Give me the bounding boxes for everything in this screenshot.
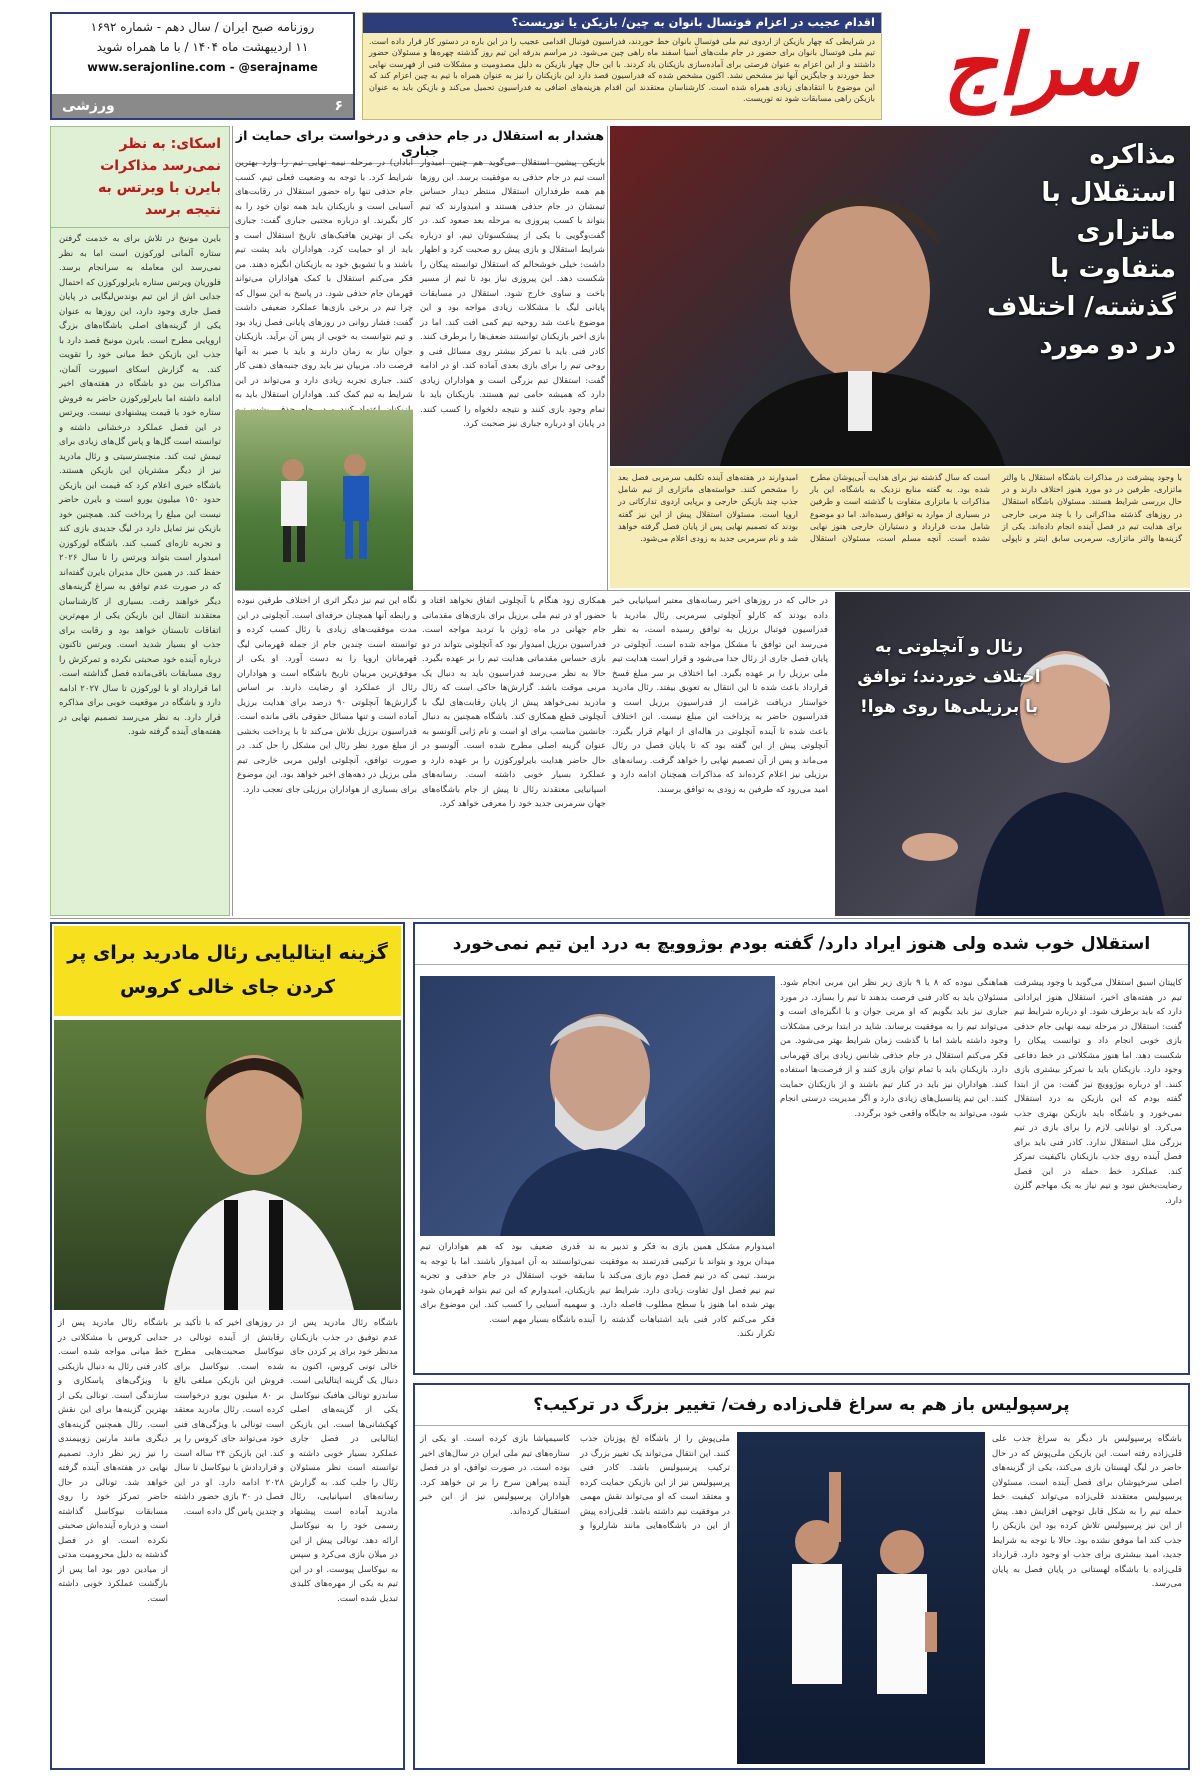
masthead-logo <box>890 10 1190 118</box>
persepolis-col2: ملی‌پوش را از باشگاه لخ پوزنان جذب کنند. این انتقال می‌تواند یک تغییر بزرگ در ترکیب پرسپولیس باشد. کادر فنی پرسپولیس نیز از این بازیکن حمایت کرده و معتقد است که او می‌تواند نقش مهمی در موفقیت تیم داشته باشد. قلی‌زاده پیش از این در باشگاه‌هایی مانند شارلروا و کاسیمپاشا بازی کرده است. او یکی از ستاره‌های تیم ملی ایران در سال‌های اخیر بوده است. در صورت توافق، او در فصل آینده پیراهن سرخ را بر تن خواهد کرد. هواداران پرسپولیس نیز از این خبر استقبال کرده‌اند. <box>420 1434 730 1531</box>
esteghlal-col3: امیدوارم مشکل همین بازی به فکر و تدبیر به میدان برود و بتواند با ترکیبی قدرتمند به موفقیت برسد. تیمی که در نیم فصل دوم بازی می‌کند با تیم نیم فصل اول تفاوت زیادی دارد. شرایط تیم بهتر شده اما هنوز با سطح مطلوب فاصله دارد. فکر می‌کنم کادر فنی باید اشتباهات گذشته را تکرار نکند. <box>600 1242 775 1339</box>
players-celebrating-icon <box>737 1432 985 1764</box>
tonali-figure-icon <box>54 1020 401 1310</box>
date-line: ۱۱ اردیبهشت ماه ۱۴۰۴ / با ما همراه شوید <box>96 40 309 54</box>
warning-photo <box>235 410 413 590</box>
tonali-col1: باشگاه رئال مادرید پس از عدم توفیق در جذب بازیکنان مدنظر خود برای پر کردن جای خالی تونی کروس، اکنون به دنبال یک گزینه ایتالیایی است. ساندرو تونالی هافبک نیوکاسل یکی از گزینه‌های اصلی کهکشانی‌ها است. این بازیکن ایتالیایی در فصل جاری عملکرد بسیار خوبی داشته و توانسته است نظر مسئولان رئال را جلب کند. به گزارش رسانه‌های اسپانیایی، رئال مادرید آماده است پیشنهاد رسمی خود را به نیوکاسل ارائه دهد. تونالی پیش از این در میلان بازی می‌کرد و سپس به نیوکاسل پیوست. او در این تیم به یکی از مهره‌های کلیدی تبدیل شده است. <box>290 1318 398 1604</box>
tonali-col2: در روزهای اخیر که با تأکید بر رقابتش از آینده تونالی در نیوکاسل صحبت‌هایی مطرح شده است. نیوکاسل برای فروش این بازیکن مبلغی بالغ بر ۸۰ میلیون یورو درخواست کرده است. رئال مادرید معتقد است تونالی با ویژگی‌های فنی خود می‌تواند جای کروس را پر کند. این بازیکن ۲۴ ساله است و قراردادش با نیوکاسل تا سال ۲۰۲۸ ادامه دارد. او در این فصل در ۳۰ بازی حضور داشته و چندین پاس گل داده است. <box>174 1318 285 1517</box>
publication-line: روزنامه صبح ایران / سال دهم - شماره ۱۶۹۲ <box>90 20 315 34</box>
lead-title: مذاکره استقلال با ماتزاری متفاوت با گذشته/ اختلاف در دو مورد <box>987 140 1176 360</box>
tonali-photo <box>54 1020 401 1310</box>
divider-vertical <box>607 126 608 591</box>
tonali-title: گزینه ایتالیایی رئال مادرید برای پر کردن جای خالی کروس <box>54 926 401 1016</box>
page-number: ۶ <box>334 98 343 114</box>
lead-photo <box>610 126 1190 466</box>
logo-text: سراج <box>942 14 1138 114</box>
coach-figure-icon <box>420 976 775 1236</box>
esteghlal-title: استقلال خوب شده ولی هنوز ایراد دارد/ گفته بودم بوژوویچ به درد این تیم نمی‌خورد <box>415 924 1188 965</box>
sky-story-box <box>50 126 230 916</box>
esteghlal-col2: هماهنگی نبوده که ۸ یا ۹ بازی زیر نظر این مربی انجام شود. مسئولان باید به کادر فنی فرصت بدهند تا تیم را بسازد. در مورد جباری نیز باید بگویم که او مربی جوان و با انگیزه‌ای است و می‌تواند تیم را به موفقیت برساند. شاید در ابتدا برخی مشکلات وجود داشته باشد اما با گذشت زمان شرایط بهتر می‌شود. من فکر می‌کنم استقلال در جام حذفی شانس زیادی برای قهرمانی دارد. بازیکنان باید با تمام توان بازی کنند و از فرصت‌ها استفاده کنند. هواداران نیز باید در کنار تیم باشند و از بازیکنان حمایت کنند. این تیم پتانسیل‌های زیادی دارد و اگر مدیریت درستی انجام شود، می‌تواند به جایگاه واقعی خود برگردد. <box>780 978 1008 1119</box>
divider-horizontal <box>50 918 1190 919</box>
warning-title: هشدار به استقلال در جام حذفی و درخواست برای حمایت از جباری <box>235 128 605 164</box>
section-name: ورزشی <box>62 98 115 114</box>
sky-text: بایرن مونیخ در تلاش برای به خدمت گرفتن ستاره آلمانی لورکوزن است اما به نظر نمی‌رسد این معامله به سرانجام برسد. فلوریان ویرتس ستاره بایرلورکوزن که احتمال جدایی اش از این تیم بوندس‌لیگایی در پایان فصل جاری وجود دارد، این روزها به عنوان یکی از گزینه‌های اصلی باشگاه‌های بزرگ اروپایی مطرح است. بایرن مونیخ قصد دارد با جذب این بازیکن خط میانی خود را تقویت کند. به گزارش اسکای اسپورت آلمان، مذاکرات بین دو باشگاه در هفته‌های اخیر ادامه داشته اما بایرلورکوزن حاضر به فروش ستاره خود با قیمت پیشنهادی نیست. ویرتس در این فصل عملکرد درخشانی داشته و توانسته است گل‌ها و پاس گل‌های زیادی برای تیمش ثبت کند. منچسترسیتی و رئال مادرید نیز از دیگر مشتریان این بازیکن هستند. باشگاه خبری اعلام کرد که قیمت این بازیکن حدود ۱۵۰ میلیون یورو است و بایرن حاضر نیست این مبلغ را پرداخت کند. همچنین خود بازیکن نیز تمایل دارد در لیگ جدیدی بازی کند و تجربه تازه‌ای کسب کند. باشگاه لورکوزن امیدوار است بتواند ویرتس را تا سال ۲۰۲۶ حفظ کند. در همین حال مدیران بایرن گفته‌اند که در صورت عدم توافق به سراغ گزینه‌های دیگر خواهند رفت. بسیاری از کارشناسان معتقدند انتقال این بازیکن یکی از مهم‌ترین اتفاقات تابستان خواهد بود و رقابت برای جذب او بسیار شدید است. ویرتس تاکنون درباره آینده خود صحبتی نکرده و تمرکزش را روی مسابقات باقی‌مانده فصل گذاشته است. اما قرارداد او با لورکوزن تا سال ۲۰۲۷ ادامه دارد و باشگاه در موقعیت خوبی برای مذاکره قرار دارد. به نظر می‌رسد تصمیم نهایی در هفته‌های آینده گرفته شود. <box>59 234 221 737</box>
sky-title: اسکای: به نظر نمی‌رسد مذاکرات بایرن با ویرتس به نتیجه برسد <box>51 127 229 228</box>
ancelotti-title: رئال و آنچلوتی به اختلاف خوردند؛ توافق با برزیلی‌ها روی هوا! <box>857 637 1041 717</box>
ancelotti-col3: نگاه این تیم نیز دیگر اثری از اختلاف طرفین نبوده و رابطه آنها همچنان حرفه‌ای است. آنچلوتی در این مدت موفقیت‌های زیادی با رئال کسب کرده و توانسته است چندین جام از جمله قهرمانی لیگ قهرمانان اروپا را به دست آورد. او یکی از موفق‌ترین مربیان تاریخ باشگاه است و هواداران رئال از عملکرد او رضایت دارند. بر اساس گزارش‌ها آنچلوتی ۹۰ درصد برای هدایت برزیل آماده است و تنها مسائل حقوقی باقی مانده است. فدراسیون برزیل تلاش می‌کند تا با پرداخت بخشی از مبلغ مورد نظر رئال این مشکل را حل کند. در صورت توافق، آنچلوتی اولین مربی خارجی تیم ملی برزیل در دهه‌های اخیر خواهد بود. این موضوع برای بسیاری از هواداران برزیلی جای تعجب دارد. <box>237 596 417 795</box>
persepolis-photo <box>737 1432 985 1764</box>
esteghlal-col4: ند قدری ضعیف بود که هم هواداران تیم نمی‌توانستند به آن امیدوار باشند. اما با توجه به سابقه خوب استقلال در جام حذفی و تجربه بازیکنان، امیدوارم که این تیم بتواند قهرمان شود و سهمیه آسیایی را کسب کند. این موضوع برای آینده باشگاه بسیار مهم است. <box>420 1242 595 1325</box>
web-line: www.serajonline.com - @serajname <box>87 60 318 74</box>
ancelotti-col1: در حالی که در روزهای اخیر رسانه‌های معتبر اسپانیایی خبر داده بودند که کارلو آنچلوتی سرمربی رئال مادرید با فدراسیون فوتبال برزیل به توافق رسیده است، به نظر می‌رسد این توافق با مشکل مواجه شده است. آنچلوتی در پایان فصل جاری از رئال جدا می‌شود و قرار است هدایت تیم ملی برزیل را بر عهده بگیرد. اما اختلاف بر سر مبلغ فسخ قرارداد باعث شده تا این انتقال به تعویق بیفتد. رئال مادرید خواستار دریافت غرامت از فدراسیون برزیل است و فدراسیون حاضر به پرداخت این مبلغ نیست. این اختلاف باعث شده تا آینده آنچلوتی در هاله‌ای از ابهام قرار بگیرد. آنچلوتی پیش از این گفته بود که تا پایان فصل در رئال می‌ماند و پس از آن تصمیم نهایی را خواهد گرفت. رسانه‌های برزیلی نیز اعلام کرده‌اند که مذاکرات همچنان ادامه دارد و امید می‌رود که طرفین به زودی به توافق برسند. <box>612 596 828 795</box>
issue-info <box>50 12 355 120</box>
esteghlal-col1: کاپیتان اسبق استقلال می‌گوید با وجود پیشرفت تیم در هفته‌های اخیر، استقلال هنوز ایراداتی دارد که باید برطرف شود. او درباره شرایط تیم گفت: استقلال در مرحله نیمه نهایی جام حذفی بازی خوبی انجام داد و توانست پیکان را شکست دهد. اما هنوز مشکلاتی در خط دفاعی وجود دارد. بازیکنان باید با تمرکز بیشتری بازی کنند. او درباره بوژوویچ نیز گفت: من از ابتدا گفته بودم که این بازیکن به درد استقلال نمی‌خورد و باشگاه باید بازیکن بهتری جذب می‌کرد. او توانایی لازم را برای بازی در تیم بزرگی مثل استقلال ندارد. کادر فنی باید برای فصل آینده روی جذب بازیکنان باکیفیت تمرکز کند. عملکرد خط حمله در این فصل رضایت‌بخش نبود و تیم نیاز به یک مهاجم گلزن دارد. <box>1014 978 1182 1206</box>
lead-text: با وجود پیشرفت در مذاکرات باشگاه استقلال با والتر ماتزاری، طرفین در دو مورد هنوز اختلاف دارند و در حال بررسی شرایط هستند. مسئولان باشگاه استقلال در روزهای گذشته مذاکراتی را با چند مربی خارجی برای هدایت تیم در فصل آینده انجام داده‌اند. یکی از گزینه‌ها والتر ماتزاری، سرمربی سابق اینتر و ناپولی است که سال گذشته نیز برای هدایت آبی‌پوشان مطرح شده بود. به گفته منابع نزدیک به باشگاه، این بار مذاکرات با ماتزاری متفاوت با گذشته است و طرفین در بسیاری از موارد به توافق رسیده‌اند. اما دو موضوع شامل مدت قرارداد و دستیاران خارجی هنوز نهایی نشده است. آنچه مسلم است، مسئولان استقلال امیدوارند در هفته‌های آینده تکلیف سرمربی فصل بعد را مشخص کنند. خواسته‌های ماتزاری از تیم شامل جذب چند بازیکن خارجی و برپایی اردوی تدارکاتی در اروپا است. مسئولان استقلال پیش از این نیز گفته بودند که تصمیم نهایی پس از پایان فصل گرفته خواهد شد و نام سرمربی جدید به زودی اعلام می‌شود. <box>610 468 1190 588</box>
divider-horizontal <box>235 590 1190 591</box>
section-bar <box>52 94 353 118</box>
teaser-text: در شرایطی که چهار بازیکن از اردوی تیم ملی فوتسال بانوان خط خوردند، فدراسیون فوتبال اقدامی عجیب را در این باره در دستور کار قرار داده است. تیم ملی فوتسال بانوان برای حضور در جام ملت‌های آسیا اسفند ماه راهی چین می‌شود. در مراسم بدرقه این تیم روز گذشته چهره‌ها و مسئولان حضور داشتند و از این اعزام به عنوان فرصتی برای آماده‌سازی بازیکنان یاد کردند. با این حال چهار بازیکن به دلیل مصدومیت و مشکلات فنی از فهرست نهایی خط خوردند و جایگزین آنها نیز مشخص نشد. اکنون مشخص شده که فدراسیون قصد دارد این بازیکنان را نیز به عنوان همراه با تیم به چین اعزام کند که این موضوع با انتقادهای زیادی همراه شده است. کارشناسان معتقدند این اقدام هزینه‌های اضافی به فدراسیون تحمیل می‌کند و بازیکن باید به عنوان بازیکن راهی مسابقات شود نه توریست. <box>369 37 875 104</box>
esteghlal-photo <box>420 976 775 1236</box>
ancelotti-photo <box>835 592 1190 916</box>
teaser-title: اقدام عجیب در اعزام فوتسال بانوان به چین/ بازیکن یا توریست؟ <box>363 13 881 33</box>
warning-col2: آبادان) در مرحله نیمه نهایی تیم را وارد بهترین شرایط کرد. با توجه به وضعیت فعلی تیم، کسب جام حذفی تنها راه حضور استقلال در رقابت‌های آسیایی است و بازیکنان باید همه توان خود را به کار بگیرند. او درباره مجتبی جباری گفت: جباری یکی از بهترین هافبک‌های تاریخ استقلال است و باید از او حمایت کرد. هواداران باید پشت تیم باشند و با تشویق خود به بازیکنان انگیزه دهند. من فکر می‌کنم استقلال با کمک هواداران می‌تواند قهرمان جام حذفی شود. در پاسخ به این سوال که چرا تیم در برخی بازی‌ها عملکرد ضعیفی داشت گفت: فشار روانی در روزهای پایانی فصل زیاد بود و تیم نتوانست به خوبی از پس آن برآید. بازیکنان جوان نیاز به زمان دارند و باید با صبر به آنها فرصت داد. مربیان نیز باید روی جنبه‌های ذهنی کار کنند. جباری تجربه زیادی دارد و می‌تواند در این شرایط به تیم کمک کند. هواداران استقلال باید به <box>235 158 413 400</box>
teaser-box <box>362 12 882 120</box>
warning-col1: بازیکن پیشین استقلال می‌گوید هم چنین امیدوار است تیم در جام حذفی به موفقیت برسد. این روزها هم همه طرفداران استقلال منتظر دیدار حساس تیمشان در جام حذفی هستند و امیدوارند که تیم بتواند با کسب پیروزی به مرحله بعد صعود کند. در گفت‌وگویی با یکی از پیشکسوتان تیم، او درباره شرایط استقلال و بازی پیش رو صحبت کرد و اظهار داشت: خیلی خوشحالم که استقلال توانسته پیکان را شکست دهد. این پیروزی نیاز بود تا تیم از مسیر باخت و ساوی خارج شود. استقلال در مسابقات پایانی لیگ با مشکلات زیادی مواجه بود و این موضوع باعث شد روحیه تیم کمی افت کند. اما در بازی اخیر بازیکنان توانستند ضعف‌ها را برطرف کنند. کادر فنی باید با تمرکز بیشتر روی مسائل فنی و روحی تیم را برای بازی بعدی آماده کند. او در ادامه گفت: استقلال تیم بزرگی است و هواداران زیادی دارد که همیشه حامی تیم هستند. بازیکنان باید با تمام وجود بازی کنند و نتیجه دلخواه را کسب کنند. در پایان او درباره جباری نیز صحبت کرد. <box>419 158 605 429</box>
ancelotti-col2: همکاری زود هنگام با آنچلوتی اتفاق نخواهد افتاد و حضور او در تیم ملی برزیل برای بازی‌های مقدماتی جام جهانی در ماه ژوئن با تردید مواجه است. فدراسیون برزیل امیدوار بود که آنچلوتی بتواند در دو بازی حساس مقدماتی هدایت تیم را بر عهده بگیرد. حالا به نظر می‌رسد فدراسیون باید به دنبال یک مربی موقت باشد. گزارش‌ها حاکی است که رئال مادرید نمی‌خواهد پیش از پایان رقابت‌های لیگ با آنچلوتی قطع همکاری کند. باشگاه همچنین به دنبال جانشین مناسب برای او است و نام ژابی آلونسو به عنوان گزینه اصلی مطرح شده است. آلونسو در حال حاضر هدایت بایرلورکوزن را بر عهده دارد و عملکرد بسیار خوبی داشته است. رسانه‌های اسپانیایی معتقدند رئال تا پیش از جام باشگاه‌های جهان سرمربی جدید خود را معرفی خواهد کرد. <box>422 596 606 809</box>
tonali-col3: باشگاه رئال مادرید پس از جدایی کروس با مشکلاتی در خط میانی مواجه شده است. کادر فنی رئال به دنبال بازیکنی با ویژگی‌های پاسکاری و سازندگی است. تونالی یکی از بهترین گزینه‌ها برای این نقش است. رئال همچنین گزینه‌های دیگری مانند مارتین زوبیمندی را نیز زیر نظر دارد. تصمیم نهایی در هفته‌های آینده گرفته خواهد شد. تونالی در حال حاضر تمرکز خود را روی مسابقات نیوکاسل گذاشته است و درباره آینده‌اش صحبتی نکرده است. او در فصل گذشته به دلیل محرومیت مدتی از میادین دور بود اما پس از بازگشت عملکرد خوبی داشته است. <box>58 1318 168 1604</box>
persepolis-col1: باشگاه پرسپولیس بار دیگر به سراغ جذب علی قلی‌زاده رفته است. این بازیکن ملی‌پوش که در حال حاضر در لیگ لهستان بازی می‌کند، یکی از گزینه‌های اصلی سرخپوشان برای فصل آینده است. مسئولان پرسپولیس معتقدند قلی‌زاده می‌تواند کیفیت خط حمله تیم را به شکل قابل توجهی افزایش دهد. پیش از این نیز پرسپولیس تلاش کرده بود این بازیکن را جذب کند اما موفق نشده بود. حالا با توجه به شرایط جدید، امید بیشتری برای جذب او وجود دارد. قرارداد قلی‌زاده با باشگاه لهستانی در پایان فصل به پایان می‌رسد. <box>992 1434 1182 1589</box>
persepolis-title: پرسپولیس باز هم به سراغ قلی‌زاده رفت/ تغییر بزرگ در ترکیب؟ <box>415 1385 1188 1426</box>
players-figure-icon <box>235 410 413 590</box>
divider-vertical <box>232 126 233 916</box>
